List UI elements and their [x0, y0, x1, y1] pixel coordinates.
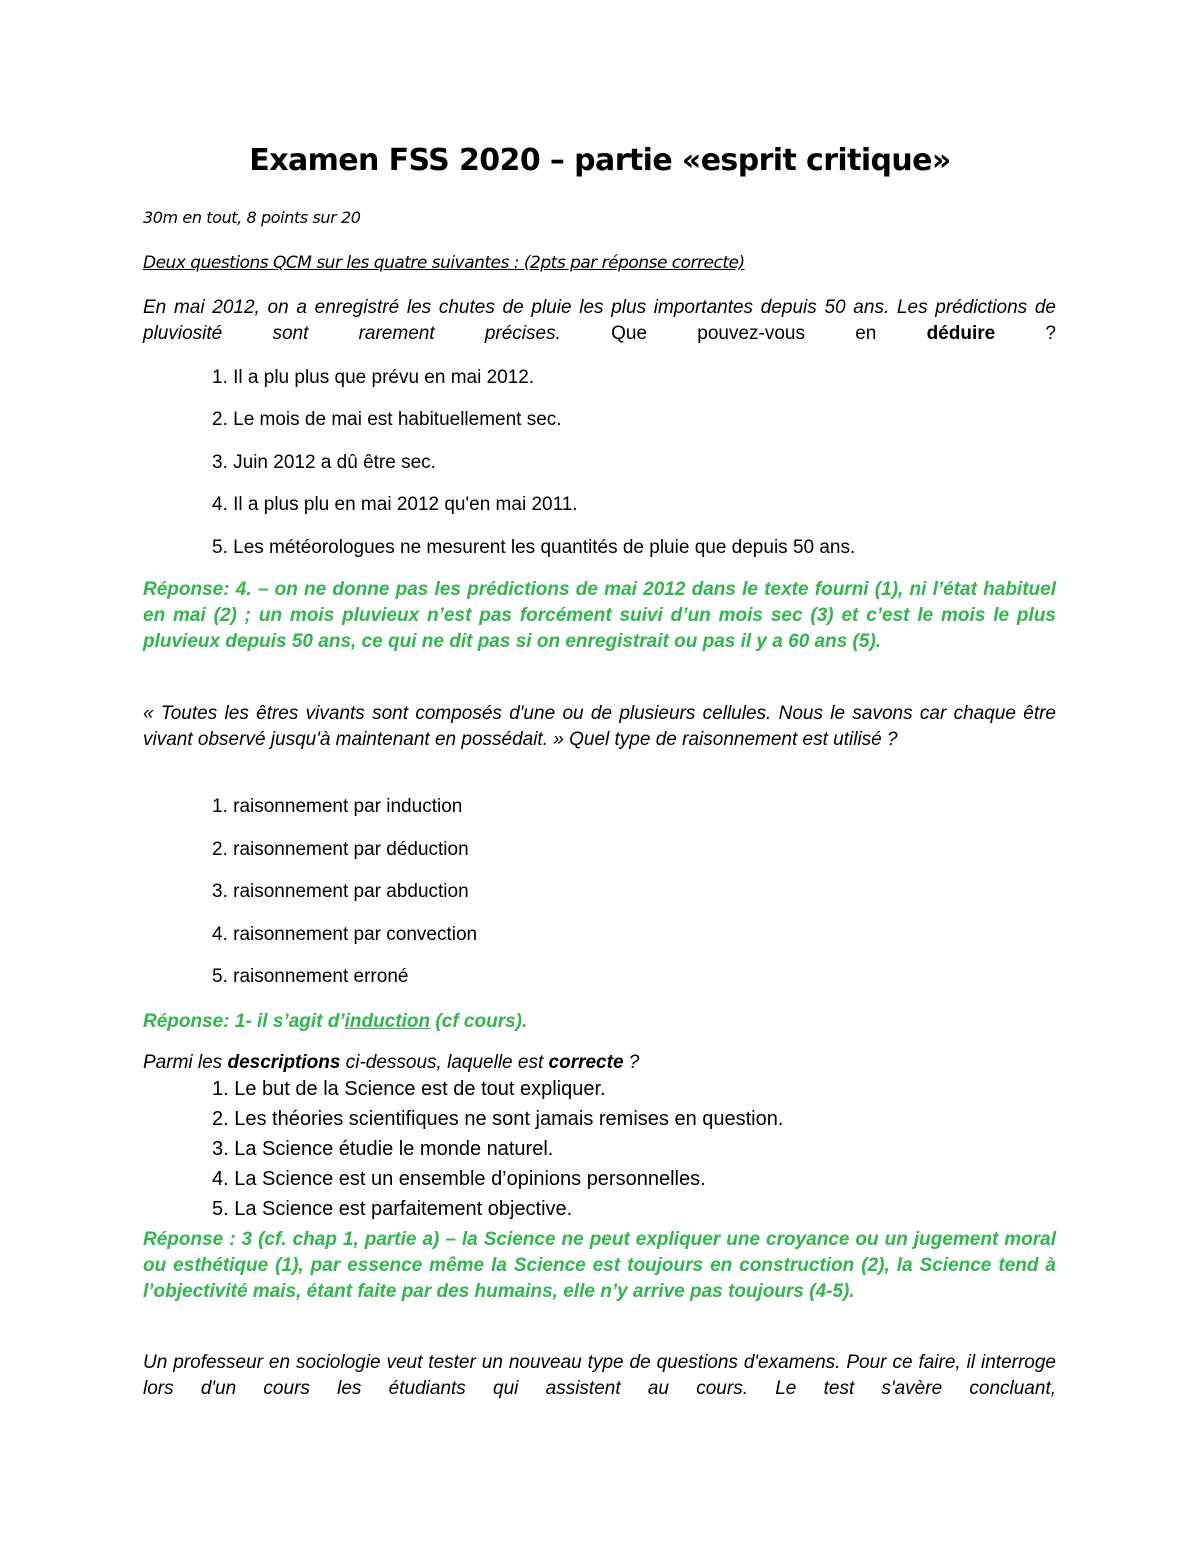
question-3-option: 4. La Science est un ensemble d’opinions personnelles.: [212, 1168, 706, 1190]
question-1-end: ?: [995, 323, 1056, 344]
question-1-option: 5. Les météorologues ne mesurent les quantités de pluie que depuis 50 ans.: [212, 537, 856, 558]
question-2-answer-lead: Réponse: 1- il s’agit d’: [143, 1011, 345, 1032]
question-3-prompt-part: ci-dessous, laquelle est: [340, 1052, 549, 1073]
question-3-prompt-part: Parmi les: [143, 1052, 228, 1073]
question-3-option: 5. La Science est parfaitement objective.: [212, 1198, 573, 1220]
question-3-option: 3. La Science étudie le monde naturel.: [212, 1138, 554, 1160]
question-1-option: 1. Il a plu plus que prévu en mai 2012.: [212, 367, 535, 388]
question-2-option: 5. raisonnement erroné: [212, 966, 409, 987]
question-3-option: 2. Les théories scientifiques ne sont jamais remises en question.: [212, 1108, 784, 1130]
instructions: Deux questions QCM sur les quatre suivantes : (2pts par réponse correcte): [143, 253, 745, 273]
question-3-keyword: correcte: [548, 1052, 624, 1073]
question-2-option: 2. raisonnement par déduction: [212, 839, 469, 860]
question-2-answer: [143, 1009, 1056, 1035]
question-1-option: 4. Il a plus plu en mai 2012 qu'en mai 2011.: [212, 494, 578, 515]
question-3-prompt: [143, 1050, 1056, 1076]
question-3-prompt-part: ?: [623, 1052, 640, 1073]
question-3-option: 1. Le but de la Science est de tout expliquer.: [212, 1078, 606, 1100]
exam-duration-note: 30m en tout, 8 points sur 20: [143, 208, 361, 227]
question-1-answer: Réponse: 4. – on ne donne pas les prédictions de mai 2012 dans le texte fourni (1), ni l’état habituel en mai (2) ; un mois pluvieux n’est pas forcément suivi d’un mois sec (3) et c’est le mois le plus pluvieux depuis 50 ans, ce qui ne dit pas si on enregistrait ou pas il y a 60 ans (5).: [143, 579, 1056, 652]
question-3-keyword: descriptions: [227, 1052, 341, 1073]
question-1-lead: Que pouvez-vous en: [560, 323, 927, 344]
question-3-answer: Réponse : 3 (cf. chap 1, partie a) – la Science ne peut expliquer une croyance ou un jugement moral ou esthétique (1), par essence même la Science est toujours en construction (2), la Science tend à l’objectivité mais, étant faite par des humains, elle n’y arrive pas toujours (4-5).: [143, 1229, 1056, 1302]
question-1-context: En mai 2012, on a enregistré les chutes de pluie les plus importantes depuis 50 ans. Les prédictions de pluviosité sont rarement précises.: [143, 297, 1056, 344]
question-2-answer-end: (cf cours).: [430, 1011, 528, 1032]
question-2-answer-keyword: induction: [344, 1011, 431, 1032]
question-1-keyword: déduire: [926, 323, 996, 344]
question-1-option: 3. Juin 2012 a dû être sec.: [212, 452, 436, 473]
question-2-option: 4. raisonnement par convection: [212, 924, 478, 945]
question-2-option: 3. raisonnement par abduction: [212, 881, 469, 902]
question-1-prompt: [143, 295, 1056, 347]
question-2-option: 1. raisonnement par induction: [212, 796, 463, 817]
page-title: Examen FSS 2020 – partie «esprit critique»: [249, 143, 951, 178]
question-1-option: 2. Le mois de mai est habituellement sec.: [212, 409, 562, 430]
question-4-prompt: Un professeur en sociologie veut tester un nouveau type de questions d'examens. Pour ce faire, il interroge lors d'un cours les étudiants qui assistent au cours. Le test s'avère concluant,: [143, 1352, 1056, 1399]
question-2-prompt: « Toutes les êtres vivants sont composés d'une ou de plusieurs cellules. Nous le savons car chaque être vivant observé jusqu'à maintenant en possédait. » Quel type de raisonnement est utilisé ?: [143, 703, 1056, 750]
